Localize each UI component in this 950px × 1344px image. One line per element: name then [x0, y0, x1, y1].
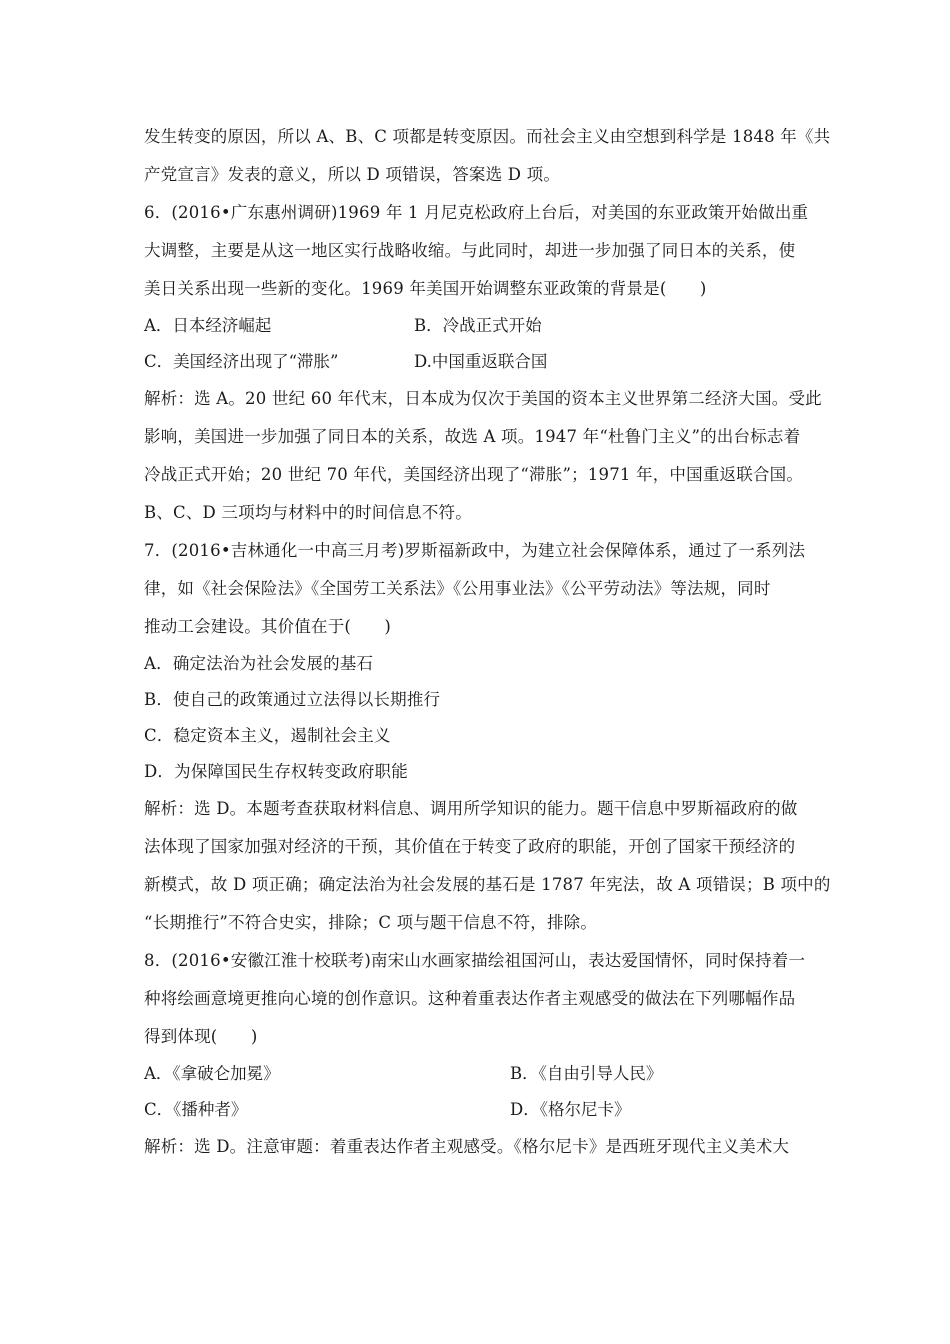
question-stem-line: 美日关系出现一些新的变化。1969 年美国开始调整东亚政策的背景是( ): [144, 279, 707, 298]
analysis-line: 解析：选 A。20 世纪 60 年代末，日本成为仅次于美国的资本主义世界第二经济大国。受此: [144, 389, 822, 408]
option-b: B．《自由引导人民》: [510, 1064, 663, 1083]
option-a: A．确定法治为社会发展的基石: [144, 654, 374, 673]
analysis-line: 法体现了国家加强对经济的干预，其价值在于转变了政府的职能，开创了国家干预经济的: [144, 837, 796, 856]
option-c: C．《播种者》: [144, 1100, 248, 1119]
option-b: B．冷战正式开始: [414, 316, 542, 335]
question-stem-line: 推动工会建设。其价值在于( ): [144, 617, 392, 636]
analysis-line: 影响，美国进一步加强了同日本的关系，故选 A 项。1947 年“杜鲁门主义”的出台标志着: [144, 427, 801, 446]
option-c: C．稳定资本主义，遏制社会主义: [144, 726, 391, 745]
question-stem-line: 律，如《社会保险法》《全国劳工关系法》《公用事业法》《公平劳动法》等法规，同时: [144, 579, 771, 598]
question-stem-line: 8．(2016•安徽江淮十校联考)南宋山水画家描绘祖国河山，表达爱国情怀，同时保持着一: [144, 951, 806, 970]
question-stem-line: 得到体现( ): [144, 1027, 258, 1046]
text-line: 产党宣言》发表的意义，所以 D 项错误，答案选 D 项。: [144, 165, 561, 184]
analysis-line: 新模式，故 D 项正确；确定法治为社会发展的基石是 1787 年宪法，故 A 项错误；B 项中的: [144, 875, 831, 894]
question-stem-line: 6．(2016•广东惠州调研)1969 年 1 月尼克松政府上台后，对美国的东亚政策开始做出重: [144, 203, 809, 222]
option-c: C．美国经济出现了“滞胀”: [144, 352, 339, 371]
question-stem-line: 种将绘画意境更推向心境的创作意识。这种着重表达作者主观感受的做法在下列哪幅作品: [144, 989, 796, 1008]
q5-analysis-tail: [144, 118, 831, 194]
option-b: B．使自己的政策通过立法得以长期推行: [144, 690, 441, 709]
question-stem-line: 7．(2016•吉林通化一中高三月考)罗斯福新政中，为建立社会保障体系，通过了一系列法: [144, 541, 806, 560]
analysis-line: 解析：选 D。注意审题：着重表达作者主观感受。《格尔尼卡》是西班牙现代主义美术大: [144, 1137, 790, 1156]
question-6: [144, 194, 822, 532]
analysis-line: B、C、D 三项均与材料中的时间信息不符。: [144, 503, 472, 522]
option-a: A．《拿破仑加冕》: [144, 1064, 280, 1083]
document-page: [144, 118, 831, 1166]
analysis-line: 解析：选 D。本题考查获取材料信息、调用所学知识的能力。题干信息中罗斯福政府的做: [144, 799, 798, 818]
analysis-line: 冷战正式开始；20 世纪 70 年代，美国经济出现了“滞胀”；1971 年，中国重返联合国。: [144, 465, 804, 484]
option-row: [144, 308, 810, 344]
option-d: D.中国重返联合国: [414, 352, 548, 371]
question-8: [144, 942, 810, 1166]
option-row: [144, 1056, 810, 1092]
question-7: [144, 532, 831, 942]
question-stem-line: 大调整，主要是从这一地区实行战略收缩。与此同时，却进一步加强了同日本的关系，使: [144, 241, 796, 260]
analysis-line: “长期推行”不符合史实，排除；C 项与题干信息不符，排除。: [144, 913, 598, 932]
option-d: D．为保障国民生存权转变政府职能: [144, 762, 408, 781]
option-row: [144, 1092, 810, 1128]
text-line: 发生转变的原因，所以 A、B、C 项都是转变原因。而社会主义由空想到科学是 1848 年《共: [144, 127, 831, 146]
option-row: [144, 344, 810, 380]
option-a: A．日本经济崛起: [144, 316, 272, 335]
option-d: D．《格尔尼卡》: [510, 1100, 631, 1119]
